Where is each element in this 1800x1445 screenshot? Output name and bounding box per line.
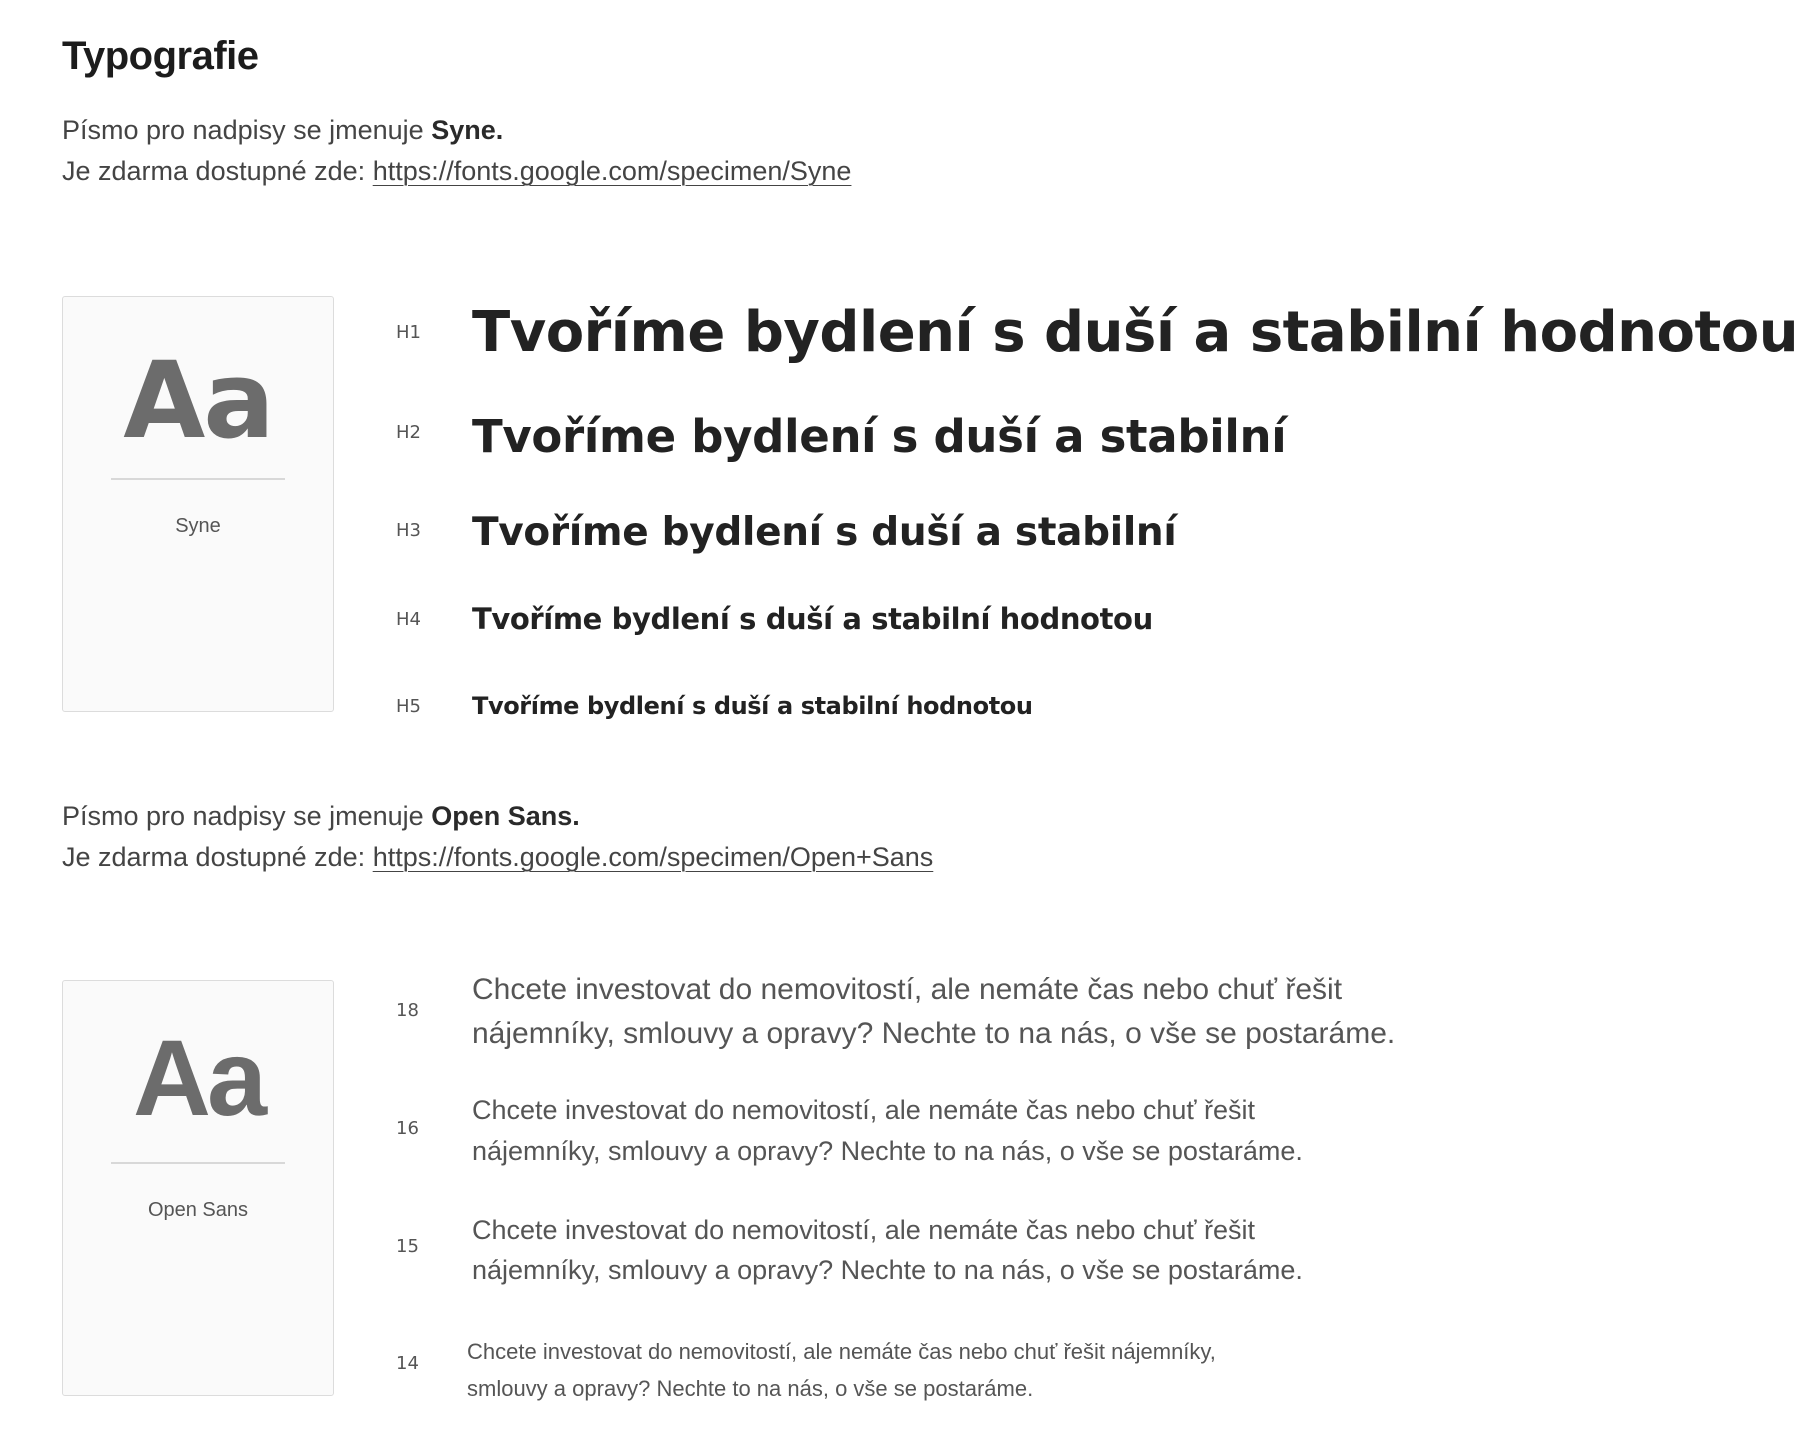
font-size-label: 14 <box>396 1353 419 1374</box>
body-sample-line: nájemníky, smlouvy a opravy? Nechte to na nás, o vše se postaráme. <box>472 1017 1396 1050</box>
opensans-specimen-name: Open Sans <box>147 1199 249 1221</box>
syne-specimen-card <box>62 296 334 712</box>
opensans-specimen-card <box>62 980 334 1396</box>
opensans-availability-line <box>62 837 1162 878</box>
body-sample-line: Chcete investovat do nemovitostí, ale nemáte čas nebo chuť řešit <box>472 1095 1256 1125</box>
heading-level-label: H5 <box>396 696 421 717</box>
opensans-intro-line <box>62 796 1162 837</box>
font-size-label: 18 <box>396 1000 419 1021</box>
syne-availability-line <box>62 151 1162 192</box>
syne-intro <box>62 110 1162 192</box>
syne-font-name: Syne. <box>431 115 504 145</box>
opensans-font-link[interactable]: https://fonts.google.com/specimen/Open+Sans <box>372 842 934 872</box>
body-sample-text <box>472 1090 1303 1172</box>
heading-sample-text: Tvoříme bydlení s duší a stabilní <box>472 410 1287 463</box>
heading-level-label: H2 <box>396 422 421 443</box>
heading-level-label: H4 <box>396 609 421 630</box>
heading-sample-text: Tvoříme bydlení s duší a stabilní <box>472 510 1177 555</box>
heading-level-label: H1 <box>396 322 421 343</box>
opensans-intro <box>62 796 1162 878</box>
heading-sample-text: Tvoříme bydlení s duší a stabilní hodnotou <box>472 300 1799 365</box>
heading-sample-text: Tvoříme bydlení s duší a stabilní hodnotou <box>472 602 1153 636</box>
heading-sample-text: Tvoříme bydlení s duší a stabilní hodnotou <box>472 692 1033 720</box>
opensans-font-name: Open Sans. <box>431 801 580 831</box>
body-sample-text <box>467 1333 1216 1407</box>
body-sample-line: nájemníky, smlouvy a opravy? Nechte to na nás, o vše se postaráme. <box>472 1136 1303 1166</box>
page-title: Typografie <box>62 34 259 78</box>
specimen-divider <box>111 478 285 480</box>
syne-availability-text: Je zdarma dostupné zde: <box>62 156 373 186</box>
body-sample-text <box>472 968 1395 1056</box>
specimen-divider <box>111 1162 285 1164</box>
body-sample-text <box>472 1210 1303 1290</box>
body-sample-line: Chcete investovat do nemovitostí, ale nemáte čas nebo chuť řešit <box>472 973 1343 1006</box>
heading-level-label: H3 <box>396 520 421 541</box>
syne-intro-text: Písmo pro nadpisy se jmenuje <box>62 115 432 145</box>
body-sample-line: Chcete investovat do nemovitostí, ale nemáte čas nebo chuť řešit nájemníky, <box>467 1339 1216 1364</box>
opensans-intro-text: Písmo pro nadpisy se jmenuje <box>62 801 432 831</box>
opensans-specimen-glyphs: Aa <box>132 1017 264 1138</box>
syne-specimen-name: Syne <box>175 515 221 537</box>
font-size-label: 16 <box>396 1118 419 1139</box>
syne-font-link[interactable]: https://fonts.google.com/specimen/Syne <box>372 156 852 186</box>
syne-intro-line <box>62 110 1162 151</box>
opensans-availability-text: Je zdarma dostupné zde: <box>62 842 373 872</box>
body-sample-line: nájemníky, smlouvy a opravy? Nechte to na nás, o vše se postaráme. <box>472 1255 1303 1285</box>
font-size-label: 15 <box>396 1236 419 1257</box>
body-sample-line: smlouvy a opravy? Nechte to na nás, o vše se postaráme. <box>467 1376 1034 1401</box>
syne-specimen-glyphs: Aa <box>123 339 273 462</box>
body-sample-line: Chcete investovat do nemovitostí, ale nemáte čas nebo chuť řešit <box>472 1215 1256 1245</box>
